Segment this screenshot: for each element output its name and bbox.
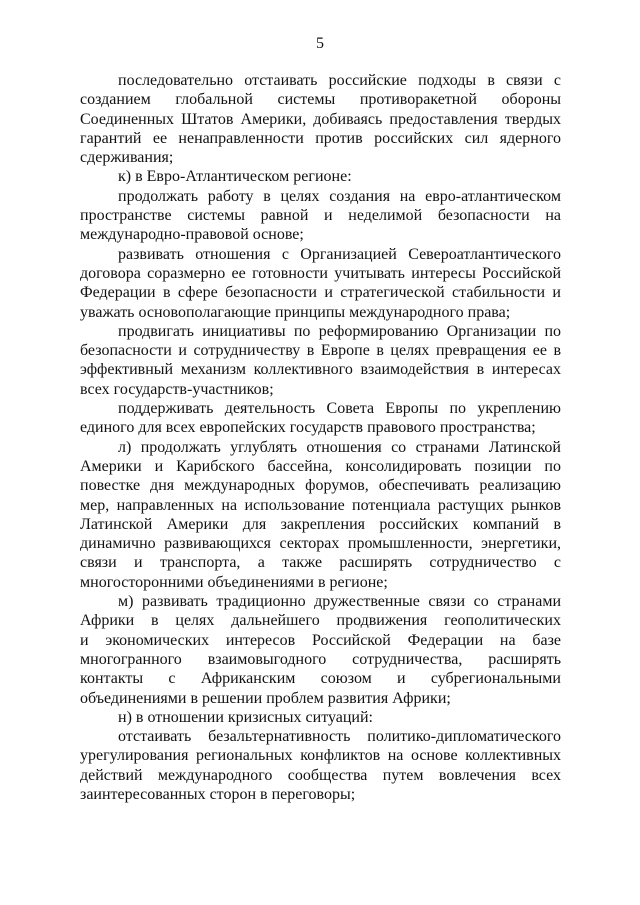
paragraph — [80, 438, 561, 592]
text-line: поддерживать деятельность Совета Европы по укреплению — [118, 400, 561, 418]
paragraph — [80, 167, 561, 186]
text-line: мер, направленных на использование потенциала растущих рынков — [80, 496, 561, 514]
text-line: сдерживания; — [80, 149, 174, 167]
text-line: развивать отношения с Организацией Североатлантического — [118, 245, 561, 263]
text-line: пространстве системы равной и неделимой безопасности на — [80, 207, 561, 225]
text-line: действий международного сообщества путем вовлечения всех — [80, 766, 561, 784]
text-line: Федерации в сфере безопасности и стратегической стабильности и — [80, 284, 561, 302]
text-line: л) продолжать углублять отношения со странами Латинской — [118, 438, 561, 456]
text-line: эффективный механизм коллективного взаимодействия в интересах — [80, 361, 561, 379]
text-line: договора соразмерно ее готовности учитывать интересы Российской — [80, 264, 561, 282]
paragraph — [80, 708, 561, 727]
text-line: динамично развивающихся секторах промышленности, энергетики, — [80, 535, 561, 553]
text-line: последовательно отстаивать российские подходы в связи с — [118, 72, 561, 89]
text-line: единого для всех европейских государств правового пространства; — [80, 419, 536, 437]
text-line: урегулирования региональных конфликтов на основе коллективных — [80, 747, 561, 765]
text-line: повестке дня международных форумов, обеспечивать реализацию — [80, 477, 561, 495]
text-line: м) развивать традиционно дружественные связи со странами — [118, 593, 561, 611]
text-line: объединениями в решении проблем развития Африки; — [80, 689, 451, 707]
text-line: Соединенных Штатов Америки, добиваясь предоставления твердых — [80, 110, 561, 128]
text-line: многосторонними объединениями в регионе; — [80, 573, 388, 591]
text-line: связи и транспорта, а также расширять сотрудничество с — [80, 554, 561, 572]
text-line: отстаивать безальтернативность политико-дипломатического — [118, 728, 561, 746]
text-line: продвигать инициативы по реформированию Организации по — [118, 322, 561, 340]
paragraph — [80, 399, 561, 438]
text-line: гарантий ее ненаправленности против российских сил ядерного — [80, 129, 561, 147]
text-line: Америки и Карибского бассейна, консолидировать позиции по — [80, 457, 561, 475]
text-line: международно-правовой основе; — [80, 226, 304, 244]
text-line: заинтересованных сторон в переговоры; — [80, 785, 356, 803]
text-line: безопасности и сотрудничеству в Европе в целях превращения ее в — [80, 342, 561, 360]
text-line: и экономических интересов Российской Федерации на базе — [80, 631, 561, 649]
paragraph — [80, 727, 561, 804]
paragraph — [80, 71, 561, 167]
text-line: созданием глобальной системы противоракетной обороны — [80, 91, 561, 109]
text-line: уважать основополагающие принципы международного права; — [80, 303, 511, 321]
paragraph — [80, 187, 561, 245]
paragraph — [80, 322, 561, 399]
text-line: многогранного взаимовыгодного сотрудничества, расширять — [80, 650, 561, 668]
document-body — [80, 71, 561, 804]
text-line: н) в отношении кризисных ситуаций: — [118, 708, 373, 726]
text-line: продолжать работу в целях создания на евро-атлантическом — [118, 187, 561, 205]
text-line: всех государств-участников; — [80, 380, 274, 398]
paragraph — [80, 245, 561, 322]
text-line: к) в Евро-Атлантическом регионе: — [118, 168, 352, 186]
page-number: 5 — [316, 35, 324, 52]
paragraph — [80, 592, 561, 708]
text-line: Африки в целях дальнейшего продвижения геополитических — [80, 612, 561, 630]
text-line: Латинской Америки для закрепления российских компаний в — [80, 515, 561, 533]
text-line: контакты с Африканским союзом и субрегиональными — [80, 670, 561, 688]
